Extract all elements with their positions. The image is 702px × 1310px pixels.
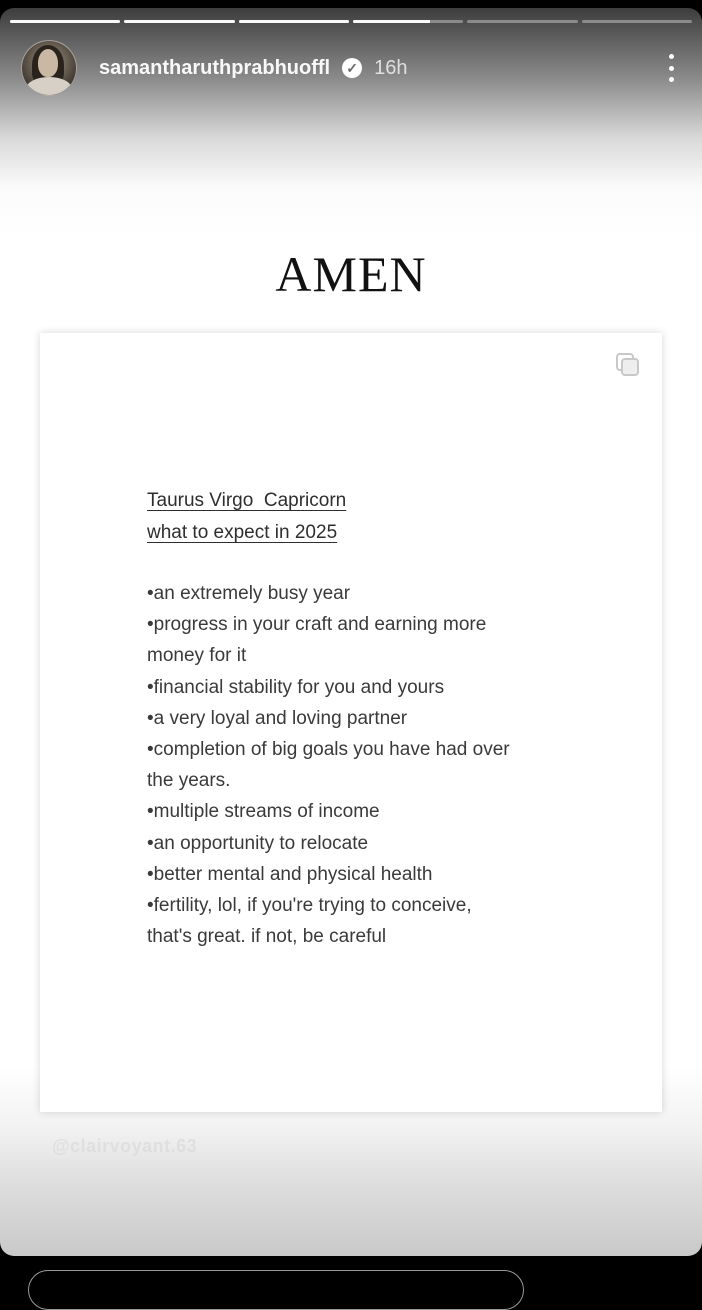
list-item: •an extremely busy year [147,583,351,604]
list-item: •financial stability for you and yours [147,676,445,698]
progress-segment [353,20,463,23]
avatar[interactable] [21,40,77,96]
dot [669,77,674,82]
copy-icon [616,353,640,377]
list-item: that's great. if not, be careful [147,926,387,948]
reply-input[interactable] [28,1270,524,1310]
username-link[interactable]: samantharuthprabhuoffl [99,56,331,79]
list-item: •completion of big goals you have had over [147,739,510,761]
dot [669,66,674,71]
shared-post-card[interactable] [40,333,662,1112]
story-progress-bar [10,20,692,23]
heading-line: Taurus Virgo Capricorn [147,490,347,511]
copy-icon-front [621,358,639,376]
progress-segment [467,20,577,23]
list-item: •fertility, lol, if you're trying to conceive, [147,895,472,917]
list-item: •multiple streams of income [147,801,380,823]
list-item: •an opportunity to relocate [147,832,369,854]
progress-segment [582,20,692,23]
dot [669,54,674,59]
list-item: •a very loyal and loving partner [147,707,408,729]
post-heading [147,485,346,549]
progress-segment [239,20,349,23]
prediction-list [147,578,577,952]
avatar-face [38,49,58,77]
heading-line: what to expect in 2025 [147,522,338,543]
list-item: •progress in your craft and earning more [147,614,487,636]
story-viewer[interactable] [0,8,702,1256]
source-watermark: @clairvoyant.63 [52,1136,198,1156]
progress-fill [124,20,234,23]
story-header [21,40,681,96]
list-item: money for it [147,645,247,667]
progress-fill [10,20,120,23]
list-item: •better mental and physical health [147,863,433,885]
avatar-shoulders [26,77,72,96]
progress-fill [353,20,430,23]
verified-badge-icon: ✓ [342,58,362,78]
vertical-dots-icon[interactable] [661,52,681,84]
list-item: the years. [147,770,231,792]
progress-fill [239,20,349,23]
progress-segment [10,20,120,23]
post-time: 16h [374,56,408,79]
story-caption: AMEN [275,246,427,302]
progress-segment [124,20,234,23]
